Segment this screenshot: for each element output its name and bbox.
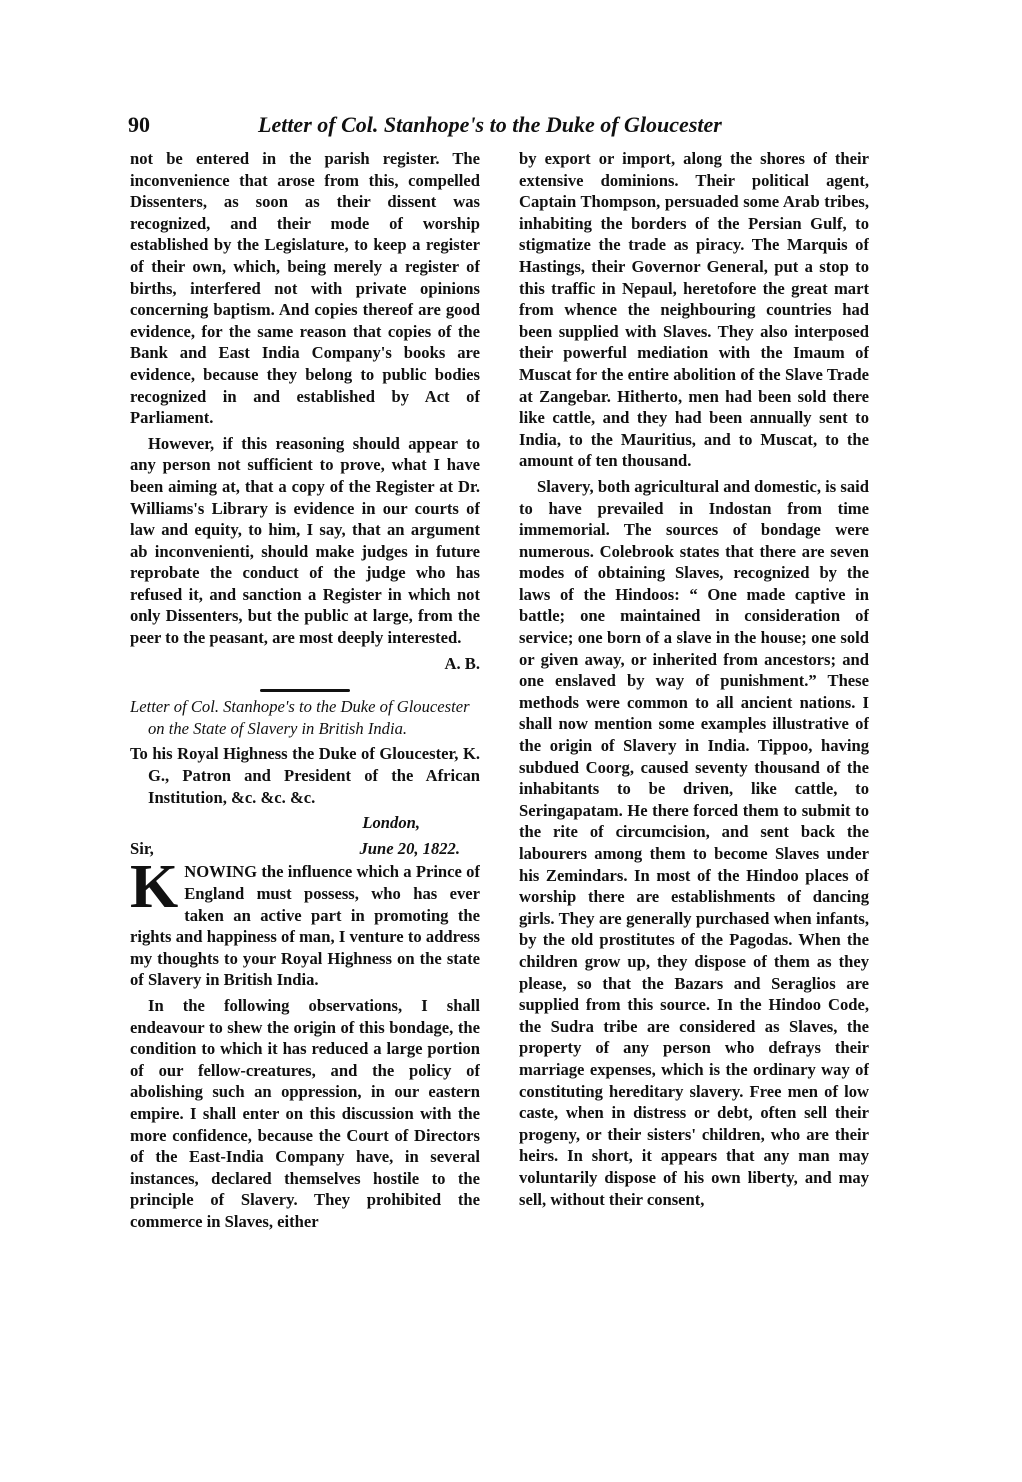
signature: A. B. (444, 653, 480, 673)
letter-date: June 20, 1822. (359, 838, 460, 858)
salutation-line (130, 838, 480, 860)
paragraph: In the following observations, I shall endeavour to shew the origin of this bondage, the condition to which it has reduced a large portion of our fellow-creatures, and the policy of abolishing such an oppression, in our eastern empire. I shall enter on this discussion with the more confidence, because the Court of Directors of the East-India Company have, in several instances, declared themselves hostile to the principle of Slavery. They prohibited the commerce in Slaves, either (130, 995, 480, 1231)
section-divider (130, 678, 480, 686)
right-column (519, 148, 869, 1438)
letter-address: To his Royal Highness the Duke of Gloucester, K. G., Patron and President of the African Institution, &c. &c. &c. (130, 744, 480, 807)
paragraph: not be entered in the parish register. The inconvenience that arose from this, compelled Dissenters, as soon as their dissent was recognized, and their mode of worship established by the Legislature, to keep a register of their own, which, being merely a register of births, interfered not with private opinions concerning baptism. And copies thereof are good evidence, for the same reason that copies of the Bank and East India Company's books are evidence, because they belong to public bodies recognized in and established by Act of Parliament. (130, 149, 480, 428)
salutation: Sir, (130, 838, 154, 858)
paragraph: by export or import, along the shores of their extensive dominions. Their political agent, Captain Thompson, persuaded some Arab tribes, inhabiting the borders of the Persian Gulf, to stigmatize the trade as piracy. The Marquis of Hastings, their Governor General, put a stop to this traffic in Nepaul, heretofore the great mart from whence the neighbouring countries had been supplied with Slaves. They also interposed their powerful mediation with the Imaum of Muscat for the entire abolition of the Slave Trade at Zangebar. Hitherto, men had been sold there like cattle, and they had been annually sent to India, to the Mauritius, and to Muscat, to the amount of ten thousand. (519, 149, 869, 471)
paragraph: However, if this reasoning should appear to any person not sufficient to prove, what I have been aiming at, that a copy of the Register at Dr. Williams's Library is evidence in our courts of law and equity, to him, I say, that an argument ab inconvenienti, should make judges in future reprobate the conduct of the judge who has refused it, and sanction a Register in which not only Dissenters, but the public at large, from the peer to the peasant, are most deeply interested. (130, 433, 480, 648)
paragraph-text: NOWING the influence which a Prince of England must possess, who has ever taken an active part in promoting the rights and happiness of man, I venture to address my thoughts to your Royal Highness on the state of Slavery in British India. (130, 862, 480, 990)
page-number: 90 (128, 112, 150, 137)
letter-title: Letter of Col. Stanhope's to the Duke of Gloucester on the State of Slavery in British India. (130, 697, 470, 738)
left-column (130, 148, 480, 1438)
running-title: Letter of Col. Stanhope's to the Duke of Gloucester (258, 112, 722, 137)
letter-place: London, (362, 813, 420, 833)
drop-cap: K (130, 853, 179, 922)
running-head (128, 112, 848, 142)
paragraph: Slavery, both agricultural and domestic, is said to have prevailed in Indostan from time immemorial. The sources of bondage were numerous. Colebrook states that there are seven modes of obtaining Slaves, recognized by the laws of the Hindoos: “ One made captive in battle; one maintained in consideration of service; one born of a slave in the house; one sold or given away, or inherited from ancestors; and one enslaved by way of punishment.” These methods were common to all ancient nations. I shall now mention some examples illustrative of the origin of Slavery in India. Tippoo, having subdued Coorg, caused seventy thousand of the inhabitants to be driven, like cattle, to Seringapatam. He there forced them to submit to the rite of circumcision, and sent back the labourers among them to become Slaves under his Zemindars. In most of the Hindoo places of worship there are establishments of dancing girls. They are generally purchased when infants, by the old prostitutes of the Pagodas. When the children grow up, they dispose of them as they please, so that the Bazars and Seraglios are supplied from this source. In the Hindoo Code, the Sudra tribe are considered as Slaves, the property of any person who defrays their marriage expenses, which is the ordinary way of constituting hereditary slavery. Free men of low caste, when in distress or debt, often sell their progeny, or their sisters' children, who are their heirs. In short, it appears that any man may voluntarily dispose of his own liberty, and may sell, without their consent, (519, 476, 869, 1209)
divider-rule (260, 689, 350, 692)
opening-paragraph (130, 853, 480, 991)
